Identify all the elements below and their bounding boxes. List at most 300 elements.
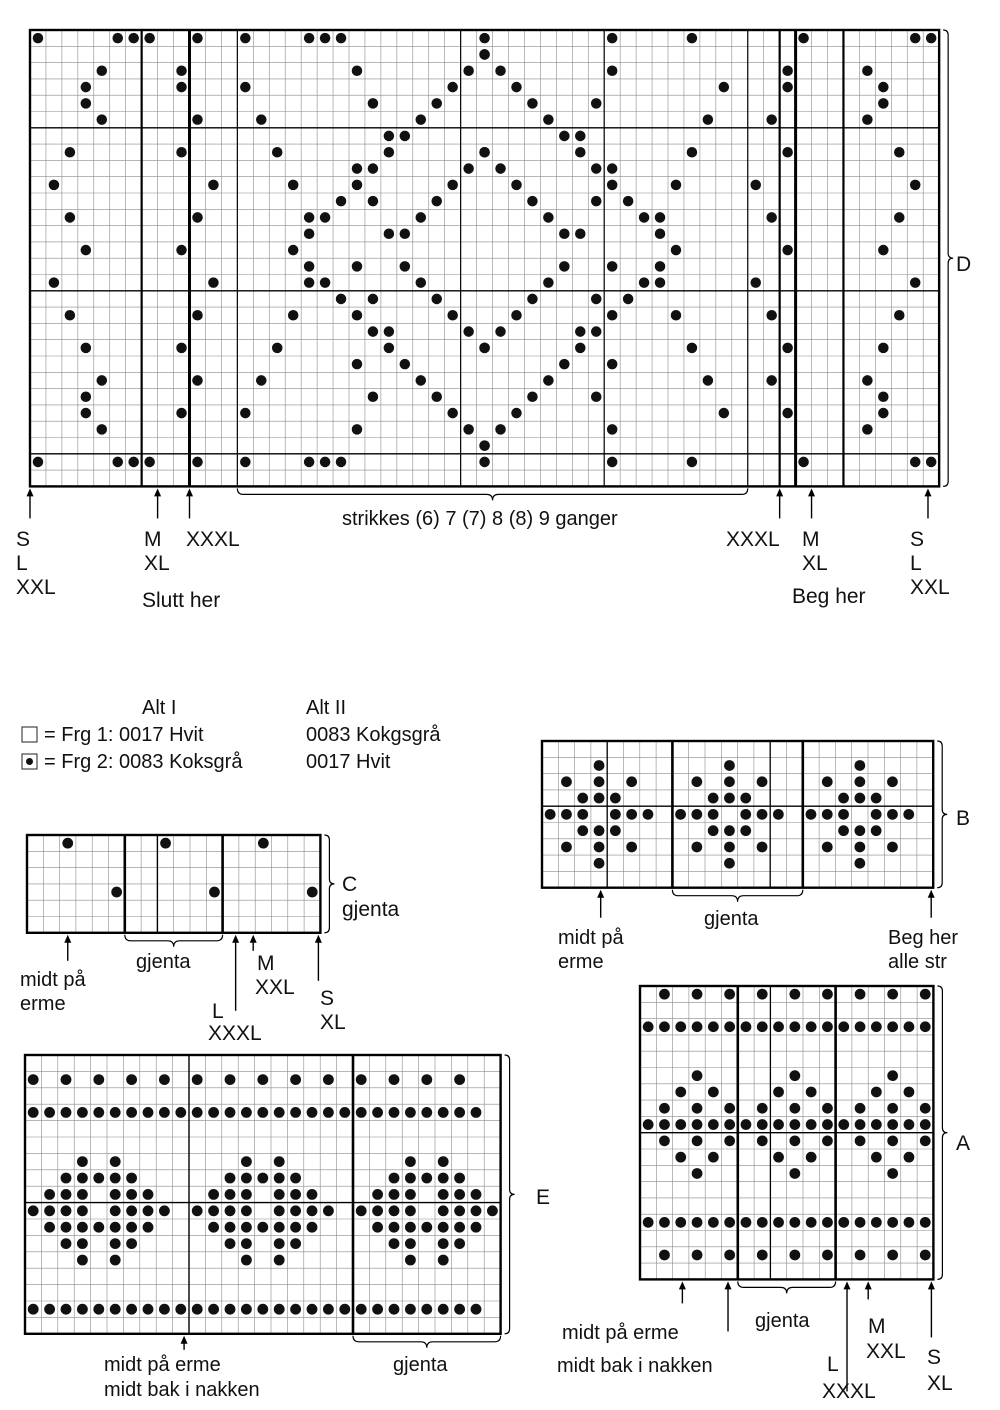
chart-d-dot xyxy=(368,98,379,109)
chart-d-dot xyxy=(304,277,315,288)
chart-d-dot xyxy=(910,457,921,468)
chart-e-dot xyxy=(225,1304,236,1315)
chart-d-dot xyxy=(352,359,363,370)
chart-e-dot xyxy=(307,1107,318,1118)
chart-b-dot xyxy=(594,825,605,836)
d-right-xxxl: XXXL xyxy=(726,528,780,551)
a-repeat-label: gjenta xyxy=(755,1310,810,1332)
chart-e-dot xyxy=(44,1304,55,1315)
chart-e-dot xyxy=(438,1238,449,1249)
chart-e-dot xyxy=(28,1107,39,1118)
chart-e-dot xyxy=(307,1205,318,1216)
chart-d-dot xyxy=(368,326,379,337)
chart-e-dot xyxy=(438,1255,449,1266)
chart-d-dot xyxy=(81,98,92,109)
chart-d-dot xyxy=(591,163,602,174)
chart-d-dot xyxy=(639,277,650,288)
chart-b-dot xyxy=(854,842,865,853)
chart-d-dot xyxy=(208,180,219,191)
chart-e-letter: E xyxy=(536,1186,551,1209)
chart-e-dot xyxy=(405,1205,416,1216)
chart-e-dot xyxy=(110,1255,121,1266)
chart-b-dot xyxy=(626,809,637,820)
chart-d-dot xyxy=(862,375,873,386)
chart-e-dot xyxy=(110,1222,121,1233)
chart-e-dot xyxy=(77,1107,88,1118)
chart-e-dot xyxy=(405,1173,416,1184)
chart-b-dot xyxy=(724,760,735,771)
chart-a-dot xyxy=(806,1119,817,1130)
chart-e-dot xyxy=(471,1189,482,1200)
chart-d-arrow-head xyxy=(154,488,161,496)
chart-d-dot xyxy=(463,326,474,337)
chart-a-dot xyxy=(789,1168,800,1179)
chart-a-dot xyxy=(871,1021,882,1032)
chart-a-dot xyxy=(708,1021,719,1032)
chart-d-arrow-head xyxy=(27,488,34,496)
chart-d-dot xyxy=(447,408,458,419)
chart-d-dot xyxy=(687,147,698,158)
chart-a-dot xyxy=(741,1021,752,1032)
legend-color1-swatch xyxy=(22,727,37,742)
chart-b-dot xyxy=(854,776,865,787)
chart-d-dot xyxy=(416,114,427,125)
chart-a-dot xyxy=(643,1021,654,1032)
chart-d-dot xyxy=(687,343,698,354)
chart-e-dot xyxy=(77,1304,88,1315)
chart-d-dot xyxy=(320,457,331,468)
chart-e-dot xyxy=(471,1304,482,1315)
chart-e-dot xyxy=(290,1222,301,1233)
chart-d-dot xyxy=(240,457,251,468)
chart-a-repeat-brace xyxy=(738,1281,836,1293)
chart-d-dot xyxy=(400,228,411,239)
chart-d-dot xyxy=(192,114,203,125)
chart-e-dot xyxy=(274,1205,285,1216)
chart-e-dot xyxy=(208,1189,219,1200)
chart-d-dot xyxy=(272,343,283,354)
chart-d-dot xyxy=(97,65,108,76)
chart-e-dot xyxy=(110,1304,121,1315)
chart-e-dot xyxy=(241,1222,252,1233)
chart-d-dot xyxy=(703,114,714,125)
chart-e-dot xyxy=(274,1189,285,1200)
chart-d-dot xyxy=(766,310,777,321)
chart-b-dot xyxy=(708,809,719,820)
chart-e-dot xyxy=(143,1107,154,1118)
c-repeat-label: gjenta xyxy=(136,951,191,973)
chart-b-dot xyxy=(806,809,817,820)
chart-d-dot xyxy=(49,277,60,288)
chart-b-dot xyxy=(610,809,621,820)
chart-a-dot xyxy=(773,1217,784,1228)
a-marker-xxxl: XXXL xyxy=(822,1380,876,1403)
chart-d-dot xyxy=(782,343,793,354)
chart-d-dot xyxy=(495,424,506,435)
chart-e-dot xyxy=(208,1304,219,1315)
chart-c-arrow-s-head xyxy=(315,935,322,943)
chart-b-dot xyxy=(724,793,735,804)
chart-d-dot xyxy=(256,114,267,125)
chart-d-arrow-head xyxy=(808,488,815,496)
chart-e-dot xyxy=(159,1205,170,1216)
e-repeat-label: gjenta xyxy=(393,1354,448,1376)
chart-e-side-brace xyxy=(505,1055,515,1334)
a-marker-m: M xyxy=(868,1315,886,1338)
chart-e-dot xyxy=(372,1222,383,1233)
chart-b-dot xyxy=(626,842,637,853)
chart-d-dot xyxy=(607,180,618,191)
chart-e-dot xyxy=(323,1304,334,1315)
chart-a-dot xyxy=(659,989,670,1000)
chart-e-dot xyxy=(110,1205,121,1216)
chart-d-dot xyxy=(352,65,363,76)
chart-d-side-brace xyxy=(943,30,953,486)
chart-d-dot xyxy=(97,114,108,125)
chart-a-dot xyxy=(692,1135,703,1146)
e-center-line2: midt bak i nakken xyxy=(104,1379,260,1401)
chart-d-dot xyxy=(687,33,698,44)
chart-a-dot xyxy=(724,1103,735,1114)
chart-e-dot xyxy=(241,1189,252,1200)
chart-b-dot xyxy=(871,825,882,836)
chart-e-dot xyxy=(28,1205,39,1216)
chart-b-dot xyxy=(724,858,735,869)
chart-a-dot xyxy=(773,1087,784,1098)
chart-e-dot xyxy=(241,1238,252,1249)
chart-d-dot xyxy=(511,82,522,93)
chart-e-dot xyxy=(77,1222,88,1233)
chart-d-dot xyxy=(240,82,251,93)
a-marker-xl: XL xyxy=(927,1372,953,1395)
chart-d-dot xyxy=(33,33,44,44)
chart-a-side-brace xyxy=(937,986,947,1279)
d-left-xl: XL xyxy=(144,552,170,575)
chart-d-dot xyxy=(336,196,347,207)
chart-e-dot xyxy=(323,1205,334,1216)
chart-d-dot xyxy=(336,457,347,468)
chart-d-dot xyxy=(97,375,108,386)
chart-a-dot xyxy=(692,1217,703,1228)
chart-b-dot xyxy=(561,842,572,853)
chart-a-dot xyxy=(789,1103,800,1114)
chart-e-dot xyxy=(405,1107,416,1118)
chart-a-dot xyxy=(708,1152,719,1163)
chart-b-dot xyxy=(708,825,719,836)
chart-d-dot xyxy=(527,98,538,109)
chart-a-dot xyxy=(855,1250,866,1261)
chart-b-dot xyxy=(740,825,751,836)
c-marker-m: M xyxy=(257,952,275,975)
d-right-xxl: XXL xyxy=(910,576,950,599)
chart-d-dot xyxy=(862,424,873,435)
d-right-s: S xyxy=(910,528,925,551)
chart-a-dot xyxy=(806,1152,817,1163)
chart-a-dot xyxy=(920,989,931,1000)
chart-e-dot xyxy=(274,1173,285,1184)
chart-e-dot xyxy=(454,1222,465,1233)
chart-b-dot xyxy=(740,809,751,820)
chart-e-dot xyxy=(454,1189,465,1200)
chart-b-dot xyxy=(854,858,865,869)
chart-e-dot xyxy=(110,1107,121,1118)
chart-b-dot xyxy=(854,793,865,804)
chart-d-dot xyxy=(575,343,586,354)
chart-e-dot xyxy=(241,1205,252,1216)
chart-b-dot xyxy=(773,809,784,820)
chart-b-dot xyxy=(708,793,719,804)
chart-e-dot xyxy=(225,1189,236,1200)
chart-d-dot xyxy=(527,196,538,207)
chart-e-dot xyxy=(192,1205,203,1216)
chart-e-dot xyxy=(421,1074,432,1085)
chart-b-dot xyxy=(757,776,768,787)
chart-e-dot xyxy=(175,1107,186,1118)
chart-d-dot xyxy=(511,180,522,191)
chart-b-dot xyxy=(594,842,605,853)
chart-e-dot xyxy=(208,1107,219,1118)
chart-d-dot xyxy=(798,33,809,44)
chart-d-dot xyxy=(320,212,331,223)
chart-e-dot xyxy=(356,1074,367,1085)
chart-b-dot xyxy=(577,809,588,820)
chart-d-dot xyxy=(256,375,267,386)
chart-a-dot xyxy=(855,1021,866,1032)
chart-e-dot xyxy=(421,1173,432,1184)
chart-b-dot xyxy=(724,842,735,853)
chart-a-arrow-back-head xyxy=(725,1281,732,1289)
chart-e-dot xyxy=(143,1205,154,1216)
chart-a-dot xyxy=(920,1119,931,1130)
chart-d-dot xyxy=(176,343,187,354)
chart-b-dot xyxy=(822,776,833,787)
chart-e-dot xyxy=(438,1107,449,1118)
a-center-label: midt på erme xyxy=(562,1322,679,1344)
chart-a-dot xyxy=(659,1119,670,1130)
chart-e-dot xyxy=(44,1222,55,1233)
chart-b-dot xyxy=(675,809,686,820)
chart-d-dot xyxy=(479,440,490,451)
chart-d-dot xyxy=(304,457,315,468)
chart-e-dot xyxy=(471,1107,482,1118)
chart-c-dot xyxy=(62,838,73,849)
chart-d-dot xyxy=(623,294,634,305)
chart-d-dot xyxy=(607,424,618,435)
chart-e-dot xyxy=(389,1222,400,1233)
chart-a-dot xyxy=(692,1021,703,1032)
chart-a-dot xyxy=(773,1119,784,1130)
a-back-label: midt bak i nakken xyxy=(557,1355,713,1377)
chart-d-dot xyxy=(639,212,650,223)
chart-d-dot xyxy=(607,261,618,272)
chart-a-dot xyxy=(887,1119,898,1130)
chart-d-dot xyxy=(511,310,522,321)
chart-e-dot xyxy=(290,1173,301,1184)
chart-e-arrow-center-head xyxy=(181,1336,188,1344)
chart-e-dot xyxy=(290,1189,301,1200)
chart-b-dot xyxy=(561,809,572,820)
chart-d-arrow-head xyxy=(924,488,931,496)
b-begin-line2: alle str xyxy=(888,951,947,973)
chart-e-dot xyxy=(28,1074,39,1085)
chart-d-dot xyxy=(431,196,442,207)
chart-a-dot xyxy=(789,1135,800,1146)
chart-a-dot xyxy=(643,1217,654,1228)
chart-d-dot xyxy=(543,212,554,223)
chart-e-dot xyxy=(44,1107,55,1118)
chart-a-dot xyxy=(741,1119,752,1130)
chart-a-dot xyxy=(822,1217,833,1228)
chart-e-dot xyxy=(225,1222,236,1233)
chart-b-arrow-begin-head xyxy=(928,890,935,898)
chart-d-dot xyxy=(591,294,602,305)
chart-e-dot xyxy=(405,1238,416,1249)
chart-d-dot xyxy=(192,457,203,468)
chart-a-dot xyxy=(904,1119,915,1130)
chart-e-dot xyxy=(126,1189,137,1200)
d-end-label: Slutt her xyxy=(142,589,221,612)
chart-e-dot xyxy=(405,1156,416,1167)
chart-d xyxy=(27,30,954,518)
d-right-m: M xyxy=(802,528,820,551)
chart-e-dot xyxy=(372,1189,383,1200)
chart-a-dot xyxy=(675,1021,686,1032)
chart-d-dot xyxy=(607,359,618,370)
chart-e-dot xyxy=(389,1173,400,1184)
chart-a-dot xyxy=(643,1119,654,1130)
chart-e-dot xyxy=(454,1173,465,1184)
chart-e-dot xyxy=(126,1222,137,1233)
chart-e-dot xyxy=(389,1107,400,1118)
chart-e-dot xyxy=(126,1107,137,1118)
chart-d-dot xyxy=(591,196,602,207)
chart-b-dot xyxy=(577,825,588,836)
chart-a-dot xyxy=(871,1119,882,1130)
chart-d-dot xyxy=(65,212,76,223)
chart-a-dot xyxy=(789,1070,800,1081)
chart-a-dot xyxy=(659,1217,670,1228)
chart-d-dot xyxy=(607,33,618,44)
chart-e-dot xyxy=(389,1304,400,1315)
chart-d-dot xyxy=(416,375,427,386)
chart-d-dot xyxy=(894,310,905,321)
chart-e-dot xyxy=(61,1107,72,1118)
chart-d-dot xyxy=(655,212,666,223)
chart-e-dot xyxy=(323,1074,334,1085)
chart-e-dot xyxy=(77,1255,88,1266)
chart-d-dot xyxy=(782,147,793,158)
chart-d-dot xyxy=(607,65,618,76)
chart-b-dot xyxy=(594,858,605,869)
chart-d-dot xyxy=(272,147,283,158)
chart-a-dot xyxy=(920,1103,931,1114)
chart-b-dot xyxy=(838,825,849,836)
chart-b-side-brace xyxy=(937,741,947,888)
chart-e-dot xyxy=(257,1222,268,1233)
chart-d-dot xyxy=(495,163,506,174)
chart-a-dot xyxy=(773,1021,784,1032)
chart-b-dot xyxy=(822,842,833,853)
b-center-line2: erme xyxy=(558,951,604,973)
chart-b-dot xyxy=(887,776,898,787)
chart-a-dot xyxy=(855,989,866,1000)
chart-d-dot xyxy=(368,294,379,305)
chart-d-dot xyxy=(926,33,937,44)
chart-e-dot xyxy=(192,1074,203,1085)
chart-a-dot xyxy=(806,1087,817,1098)
chart-a-dot xyxy=(659,1103,670,1114)
chart-d-dot xyxy=(112,457,123,468)
c-marker-l: L xyxy=(212,1000,224,1023)
chart-e-dot xyxy=(405,1304,416,1315)
chart-a-dot xyxy=(838,1021,849,1032)
chart-e-dot xyxy=(257,1107,268,1118)
e-center-line1: midt på erme xyxy=(104,1354,221,1376)
chart-d-dot xyxy=(65,310,76,321)
chart-b-dot xyxy=(740,793,751,804)
chart-d-dot xyxy=(559,228,570,239)
chart-b-dot xyxy=(854,825,865,836)
chart-a-dot xyxy=(708,1119,719,1130)
chart-c-dot xyxy=(160,838,171,849)
chart-e-dot xyxy=(143,1222,154,1233)
chart-a-dot xyxy=(920,1021,931,1032)
chart-a-dot xyxy=(806,1021,817,1032)
chart-d-dot xyxy=(320,33,331,44)
chart-d-dot xyxy=(352,310,363,321)
chart-a-arrow-s-head xyxy=(928,1281,935,1289)
chart-d-dot xyxy=(607,457,618,468)
chart-d-dot xyxy=(33,457,44,468)
chart-a-dot xyxy=(659,1135,670,1146)
chart-d-dot xyxy=(878,343,889,354)
chart-d-dot xyxy=(655,228,666,239)
chart-d-dot xyxy=(687,457,698,468)
chart-d-dot xyxy=(782,82,793,93)
chart-b-dot xyxy=(871,809,882,820)
chart-e-dot xyxy=(290,1205,301,1216)
chart-d-dot xyxy=(81,343,92,354)
chart-e-dot xyxy=(61,1205,72,1216)
chart-a-dot xyxy=(757,1021,768,1032)
chart-a-dot xyxy=(887,1103,898,1114)
chart-d-dot xyxy=(304,228,315,239)
chart-e-dot xyxy=(241,1173,252,1184)
chart-b-dot xyxy=(724,825,735,836)
chart-e-dot xyxy=(126,1304,137,1315)
c-marker-xl: XL xyxy=(320,1011,346,1034)
chart-e-dot xyxy=(307,1304,318,1315)
a-marker-xxl: XXL xyxy=(866,1340,906,1363)
chart-a-dot xyxy=(822,1135,833,1146)
chart-e-dot xyxy=(274,1238,285,1249)
chart-d-dot xyxy=(766,212,777,223)
chart-c-arrow-center-head xyxy=(64,935,71,943)
chart-a-dot xyxy=(822,1021,833,1032)
chart-b-dot xyxy=(545,809,556,820)
chart-a-dot xyxy=(692,1070,703,1081)
chart-a-dot xyxy=(757,1103,768,1114)
chart-a-dot xyxy=(838,1217,849,1228)
c-marker-xxl: XXL xyxy=(255,976,295,999)
chart-d-dot xyxy=(368,163,379,174)
chart-d-dot xyxy=(176,82,187,93)
chart-e-dot xyxy=(110,1173,121,1184)
chart-e-dot xyxy=(389,1189,400,1200)
chart-d-dot xyxy=(782,245,793,256)
chart-d-dot xyxy=(527,391,538,402)
d-left-sl-l: L xyxy=(16,552,28,575)
